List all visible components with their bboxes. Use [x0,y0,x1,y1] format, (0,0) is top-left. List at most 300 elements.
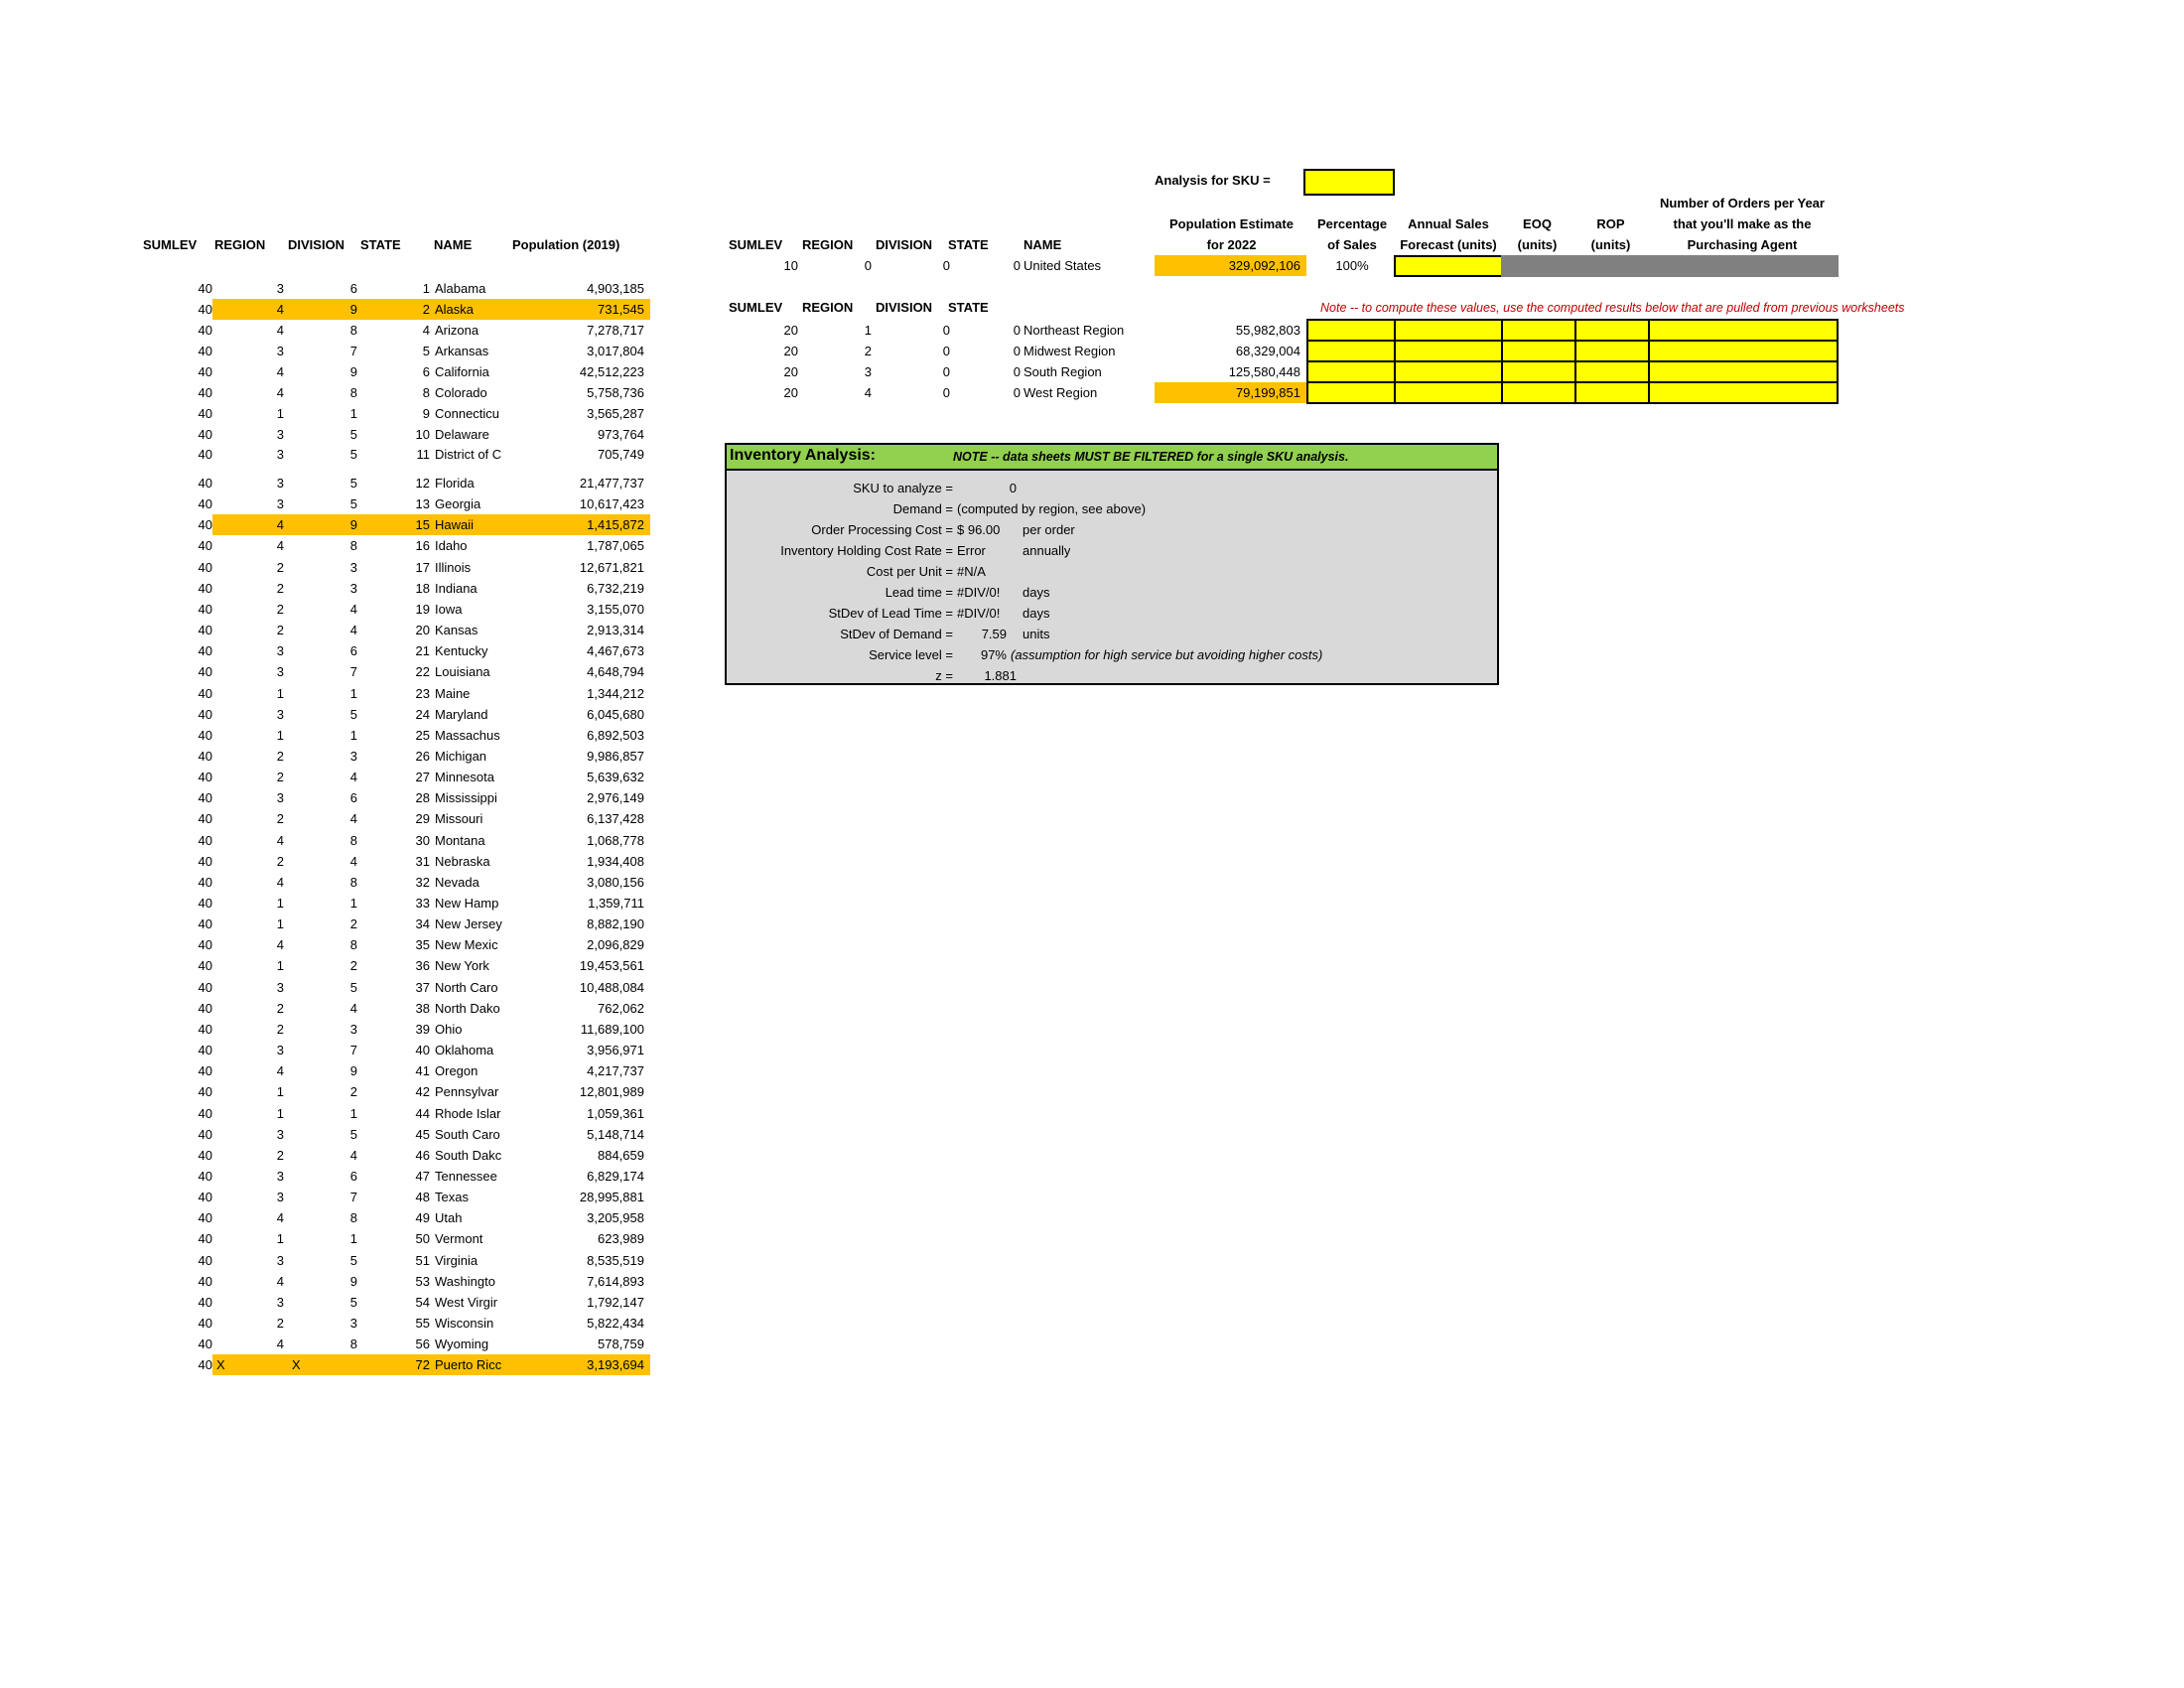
state-region: 4 [276,1273,284,1289]
state-population: 5,148,714 [587,1126,644,1142]
state-population: 1,059,361 [587,1105,644,1121]
state-population: 6,045,680 [587,706,644,722]
header-pop-estimate-1: Population Estimate [1169,216,1294,231]
state-sumlev: 40 [198,1210,212,1226]
state-population: 4,467,673 [587,643,644,659]
inventory-value: (computed by region, see above) [957,501,1147,516]
state-fips: 16 [415,538,430,554]
state-name: Colorado [435,385,487,400]
state-sumlev: 40 [198,1316,212,1331]
header-forecast-2: Forecast (units) [1400,237,1497,252]
region-percentage-cell[interactable] [1306,340,1396,362]
state-population: 5,822,434 [587,1316,644,1331]
region-name: Midwest Region [1024,344,1116,358]
state-fips: 55 [415,1316,430,1331]
region-eoq-cell[interactable] [1501,360,1576,383]
state-sumlev: 40 [198,476,212,491]
state-population: 4,648,794 [587,664,644,680]
state-sumlev: 40 [198,1147,212,1163]
state-name: West Virgir [435,1294,498,1310]
state-sumlev: 40 [198,1126,212,1142]
inventory-value: #N/A [957,564,986,579]
inventory-unit: (assumption for high service but avoiding higher costs) [1011,647,1323,662]
state-sumlev: 40 [198,874,212,890]
region-forecast-cell[interactable] [1394,360,1503,383]
region-forecast-cell[interactable] [1394,319,1503,342]
state-population: 4,217,737 [587,1063,644,1079]
right-header-region: REGION [802,237,854,252]
state-sumlev: 40 [198,1084,212,1100]
state-name: Missouri [435,811,483,827]
state-population: 12,671,821 [579,559,644,575]
state-sumlev: 40 [198,406,212,421]
state-division: 1 [349,1105,357,1121]
header-rop-2: (units) [1590,237,1631,252]
inventory-label: Order Processing Cost = [811,522,953,537]
region-percentage-cell[interactable] [1306,360,1396,383]
state-division: 2 [349,916,357,932]
region-forecast-cell[interactable] [1394,381,1503,404]
state-region: 1 [276,896,284,911]
state-fips: 49 [415,1210,430,1226]
state-fips: 38 [415,1000,430,1016]
inventory-label: StDev of Lead Time = [828,606,953,621]
us-inactive-cells [1501,255,1839,277]
state-name: Illinois [435,559,472,575]
state-fips: 20 [415,623,430,638]
state-sumlev: 40 [198,790,212,806]
state-division: 9 [349,1063,357,1079]
state-fips: 19 [415,601,430,617]
state-population: 731,545 [598,302,644,317]
state-region: 4 [276,538,284,554]
state-name: Kansas [435,623,478,638]
state-sumlev: 40 [198,1021,212,1037]
state-population: 1,344,212 [587,685,644,701]
region-division: 0 [942,323,950,338]
state-fips: 9 [422,406,430,421]
state-fips: 45 [415,1126,430,1142]
state-region: 4 [276,937,284,953]
state-fips: 34 [415,916,430,932]
state-division: 3 [349,1021,357,1037]
state-division: 8 [349,323,357,338]
state-population: 8,882,190 [587,916,644,932]
region-division: 0 [942,364,950,379]
state-population: 2,096,829 [587,937,644,953]
state-name: New Mexic [435,937,498,953]
state-sumlev: 40 [198,770,212,785]
state-division: 7 [349,1190,357,1205]
state-population: 1,068,778 [587,832,644,848]
state-sumlev: 40 [198,364,212,379]
region-header-state: STATE [948,300,989,315]
state-name: District of C [435,447,502,462]
state-region: X [216,1357,225,1373]
state-fips: 31 [415,853,430,869]
state-fips: 27 [415,770,430,785]
state-sumlev: 40 [198,1294,212,1310]
state-name: Minnesota [435,770,494,785]
state-division: 8 [349,1336,357,1352]
state-division: 2 [349,958,357,974]
state-name: Massachus [435,727,500,743]
state-name: Tennessee [435,1168,497,1184]
state-division: 7 [349,344,357,358]
state-region: 1 [276,1105,284,1121]
state-name: Utah [435,1210,463,1226]
region-note: Note -- to compute these values, use the computed results below that are pulled from previous worksheets [1320,301,1905,315]
region-eoq-cell[interactable] [1501,340,1576,362]
state-population: 5,639,632 [587,770,644,785]
state-division: 4 [349,1147,357,1163]
inventory-value: $ 96.00 [957,522,1001,537]
region-percentage-cell[interactable] [1306,381,1396,404]
us-forecast-cell[interactable] [1394,255,1503,277]
state-division: 1 [349,1231,357,1247]
state-population: 578,759 [598,1336,644,1352]
state-region: 3 [276,1190,284,1205]
state-division: 1 [349,727,357,743]
us-region: 0 [864,258,872,273]
state-region: 2 [276,559,284,575]
us-percentage: 100% [1335,258,1369,273]
state-name: Oklahoma [435,1043,494,1058]
state-sumlev: 40 [198,1252,212,1268]
state-sumlev: 40 [198,447,212,462]
state-fips: 29 [415,811,430,827]
state-sumlev: 40 [198,1105,212,1121]
state-fips: 41 [415,1063,430,1079]
state-population: 2,913,314 [587,623,644,638]
state-name: Nevada [435,874,479,890]
state-fips: 30 [415,832,430,848]
state-name: Kentucky [435,643,488,659]
inventory-unit: days [1023,585,1050,600]
state-region: 3 [276,643,284,659]
region-sumlev: 20 [783,364,798,379]
state-fips: 2 [422,302,430,317]
state-division: 4 [349,770,357,785]
region-eoq-cell[interactable] [1501,381,1576,404]
right-header-name: NAME [1024,237,1062,252]
state-division: X [292,1357,301,1373]
state-name: Nebraska [435,853,490,869]
region-orders-cell[interactable] [1648,381,1839,404]
state-fips: 54 [415,1294,430,1310]
header-eoq-1: EOQ [1523,216,1552,231]
state-division: 5 [349,1126,357,1142]
state-division: 9 [349,302,357,317]
state-name: Ohio [435,1021,463,1037]
right-header-sumlev: SUMLEV [729,237,783,252]
state-sumlev: 40 [198,811,212,827]
state-division: 5 [349,979,357,995]
region-state: 0 [1013,344,1021,358]
right-header-division: DIVISION [876,237,933,252]
inventory-value: #DIV/0! [957,585,1001,600]
state-division: 5 [349,496,357,512]
state-population: 7,614,893 [587,1273,644,1289]
inventory-note: NOTE -- data sheets MUST BE FILTERED for a single SKU analysis. [953,450,1349,464]
region-sumlev: 20 [783,323,798,338]
state-population: 19,453,561 [579,958,644,974]
state-population: 1,787,065 [587,538,644,554]
region-code: 1 [864,323,872,338]
region-population: 125,580,448 [1228,364,1300,379]
state-name: Michigan [435,748,487,764]
inventory-label: SKU to analyze = [853,481,953,495]
state-fips: 18 [415,580,430,596]
state-sumlev: 40 [198,385,212,400]
state-sumlev: 40 [198,916,212,932]
state-fips: 36 [415,958,430,974]
state-region: 3 [276,1168,284,1184]
state-region: 2 [276,1021,284,1037]
state-region: 1 [276,727,284,743]
sku-input-cell[interactable] [1303,169,1395,196]
state-name: Virginia [435,1252,478,1268]
region-orders-cell[interactable] [1648,360,1839,383]
state-sumlev: 40 [198,1168,212,1184]
state-division: 6 [349,281,357,296]
state-name: Wisconsin [435,1316,494,1331]
state-fips: 21 [415,643,430,659]
state-division: 6 [349,643,357,659]
state-fips: 32 [415,874,430,890]
state-name: Mississippi [435,790,497,806]
state-fips: 11 [416,447,430,462]
left-header-region: REGION [214,237,266,252]
state-population: 28,995,881 [579,1190,644,1205]
state-population: 623,989 [598,1231,644,1247]
state-region: 3 [276,1294,284,1310]
state-sumlev: 40 [198,727,212,743]
inventory-unit: annually [1023,543,1071,558]
state-name: Puerto Ricc [435,1357,502,1373]
region-orders-cell[interactable] [1648,319,1839,342]
state-population: 705,749 [598,447,644,462]
left-header-state: STATE [360,237,401,252]
state-division: 1 [349,406,357,421]
header-rop-1: ROP [1596,216,1625,231]
state-name: Maryland [435,706,488,722]
state-division: 9 [349,364,357,379]
state-region: 4 [276,385,284,400]
state-population: 11,689,100 [580,1021,644,1037]
right-header-state: STATE [948,237,989,252]
state-division: 5 [349,476,357,491]
region-rop-cell[interactable] [1574,319,1650,342]
state-name: Connecticu [435,406,500,421]
inventory-value: #DIV/0! [957,606,1001,621]
state-region: 4 [276,1063,284,1079]
state-sumlev: 40 [198,1043,212,1058]
state-fips: 13 [415,496,430,512]
state-division: 4 [349,1000,357,1016]
header-pop-estimate-2: for 2022 [1206,237,1257,252]
left-header-division: DIVISION [288,237,345,252]
state-sumlev: 40 [198,706,212,722]
state-division: 2 [349,1084,357,1100]
state-region: 2 [276,1000,284,1016]
region-rop-cell[interactable] [1574,360,1650,383]
us-division: 0 [942,258,950,273]
state-region: 4 [276,1336,284,1352]
state-sumlev: 40 [198,1273,212,1289]
state-population: 4,903,185 [587,281,644,296]
state-population: 6,892,503 [587,727,644,743]
state-population: 6,829,174 [587,1168,644,1184]
region-state: 0 [1013,323,1021,338]
inventory-value: 97% [980,647,1007,662]
state-population: 3,205,958 [587,1210,644,1226]
state-region: 1 [276,406,284,421]
state-population: 1,792,147 [587,1294,644,1310]
state-sumlev: 40 [198,1336,212,1352]
state-name: North Caro [435,979,498,995]
state-fips: 6 [422,364,430,379]
state-sumlev: 40 [198,748,212,764]
state-fips: 23 [415,685,430,701]
state-sumlev: 40 [198,427,212,442]
state-division: 9 [349,1273,357,1289]
state-fips: 44 [415,1105,430,1121]
state-region: 2 [276,770,284,785]
state-region: 3 [276,664,284,680]
state-sumlev: 40 [198,896,212,911]
state-sumlev: 40 [198,601,212,617]
state-population: 6,137,428 [587,811,644,827]
state-division: 1 [349,685,357,701]
state-name: Texas [435,1190,469,1205]
header-pct-2: of Sales [1327,237,1377,252]
region-name: West Region [1024,385,1098,400]
state-region: 3 [276,476,284,491]
header-pct-1: Percentage [1316,216,1388,231]
state-name: Alaska [435,302,475,317]
state-division: 4 [349,853,357,869]
state-sumlev: 40 [198,623,212,638]
state-name: Vermont [435,1231,483,1247]
state-population: 3,565,287 [587,406,644,421]
state-sumlev: 40 [198,958,212,974]
state-population: 5,758,736 [587,385,644,400]
inventory-label: z = [935,668,953,683]
state-fips: 22 [415,664,430,680]
sku-label: Analysis for SKU = [1155,173,1271,188]
state-sumlev: 40 [198,664,212,680]
region-eoq-cell[interactable] [1501,319,1576,342]
state-region: 2 [276,811,284,827]
state-name: Maine [435,685,471,701]
state-population: 1,415,872 [587,517,644,533]
left-header-sumlev: SUMLEV [143,237,198,252]
region-code: 3 [864,364,872,379]
state-population: 10,488,084 [579,979,644,995]
state-sumlev: 40 [198,517,212,533]
state-population: 884,659 [598,1147,644,1163]
state-sumlev: 40 [198,538,212,554]
region-orders-cell[interactable] [1648,340,1839,362]
state-division: 5 [349,1252,357,1268]
state-region: 4 [276,1210,284,1226]
inventory-value: 7.59 [981,627,1007,641]
state-population: 2,976,149 [587,790,644,806]
state-fips: 40 [415,1043,430,1058]
region-forecast-cell[interactable] [1394,340,1503,362]
state-fips: 26 [415,748,430,764]
inventory-label: Inventory Holding Cost Rate = [780,543,953,558]
state-name: Hawaii [435,517,475,533]
inventory-label: Lead time = [885,585,953,600]
state-sumlev: 40 [198,1000,212,1016]
state-region: 2 [276,853,284,869]
state-region: 3 [276,281,284,296]
region-rop-cell[interactable] [1574,340,1650,362]
region-state: 0 [1013,385,1021,400]
state-population: 3,080,156 [587,874,644,890]
state-name: Pennsylvar [435,1084,499,1100]
state-region: 2 [276,580,284,596]
state-name: South Caro [435,1126,500,1142]
state-fips: 10 [415,427,430,442]
region-name: Northeast Region [1024,323,1125,338]
state-sumlev: 40 [198,302,212,317]
state-population: 21,477,737 [579,476,644,491]
state-region: 4 [276,323,284,338]
state-division: 4 [349,623,357,638]
state-name: California [435,364,489,379]
state-region: 2 [276,748,284,764]
state-region: 4 [276,832,284,848]
region-rop-cell[interactable] [1574,381,1650,404]
inventory-value: Error [957,543,986,558]
state-division: 1 [349,896,357,911]
state-fips: 46 [415,1147,430,1163]
state-population: 10,617,423 [579,496,644,512]
state-fips: 12 [415,476,430,491]
state-name: Florida [435,476,475,491]
state-division: 9 [349,517,357,533]
state-region: 3 [276,427,284,442]
region-header-region: REGION [802,300,854,315]
state-fips: 42 [415,1084,430,1100]
state-sumlev: 40 [198,580,212,596]
state-fips: 28 [415,790,430,806]
state-fips: 53 [415,1273,430,1289]
region-percentage-cell[interactable] [1306,319,1396,342]
us-population: 329,092,106 [1155,255,1306,276]
state-population: 1,934,408 [587,853,644,869]
state-fips: 51 [415,1252,430,1268]
state-fips: 17 [415,559,430,575]
state-sumlev: 40 [198,1190,212,1205]
state-division: 4 [349,811,357,827]
state-division: 7 [349,1043,357,1058]
region-header-sumlev: SUMLEV [729,300,783,315]
inventory-label: Demand = [892,501,953,516]
state-region: 3 [276,790,284,806]
state-name: Arizona [435,323,479,338]
state-division: 8 [349,832,357,848]
region-header-division: DIVISION [876,300,933,315]
state-region: 3 [276,1252,284,1268]
state-region: 3 [276,447,284,462]
state-population: 7,278,717 [587,323,644,338]
state-region: 3 [276,706,284,722]
state-population: 12,801,989 [579,1084,644,1100]
